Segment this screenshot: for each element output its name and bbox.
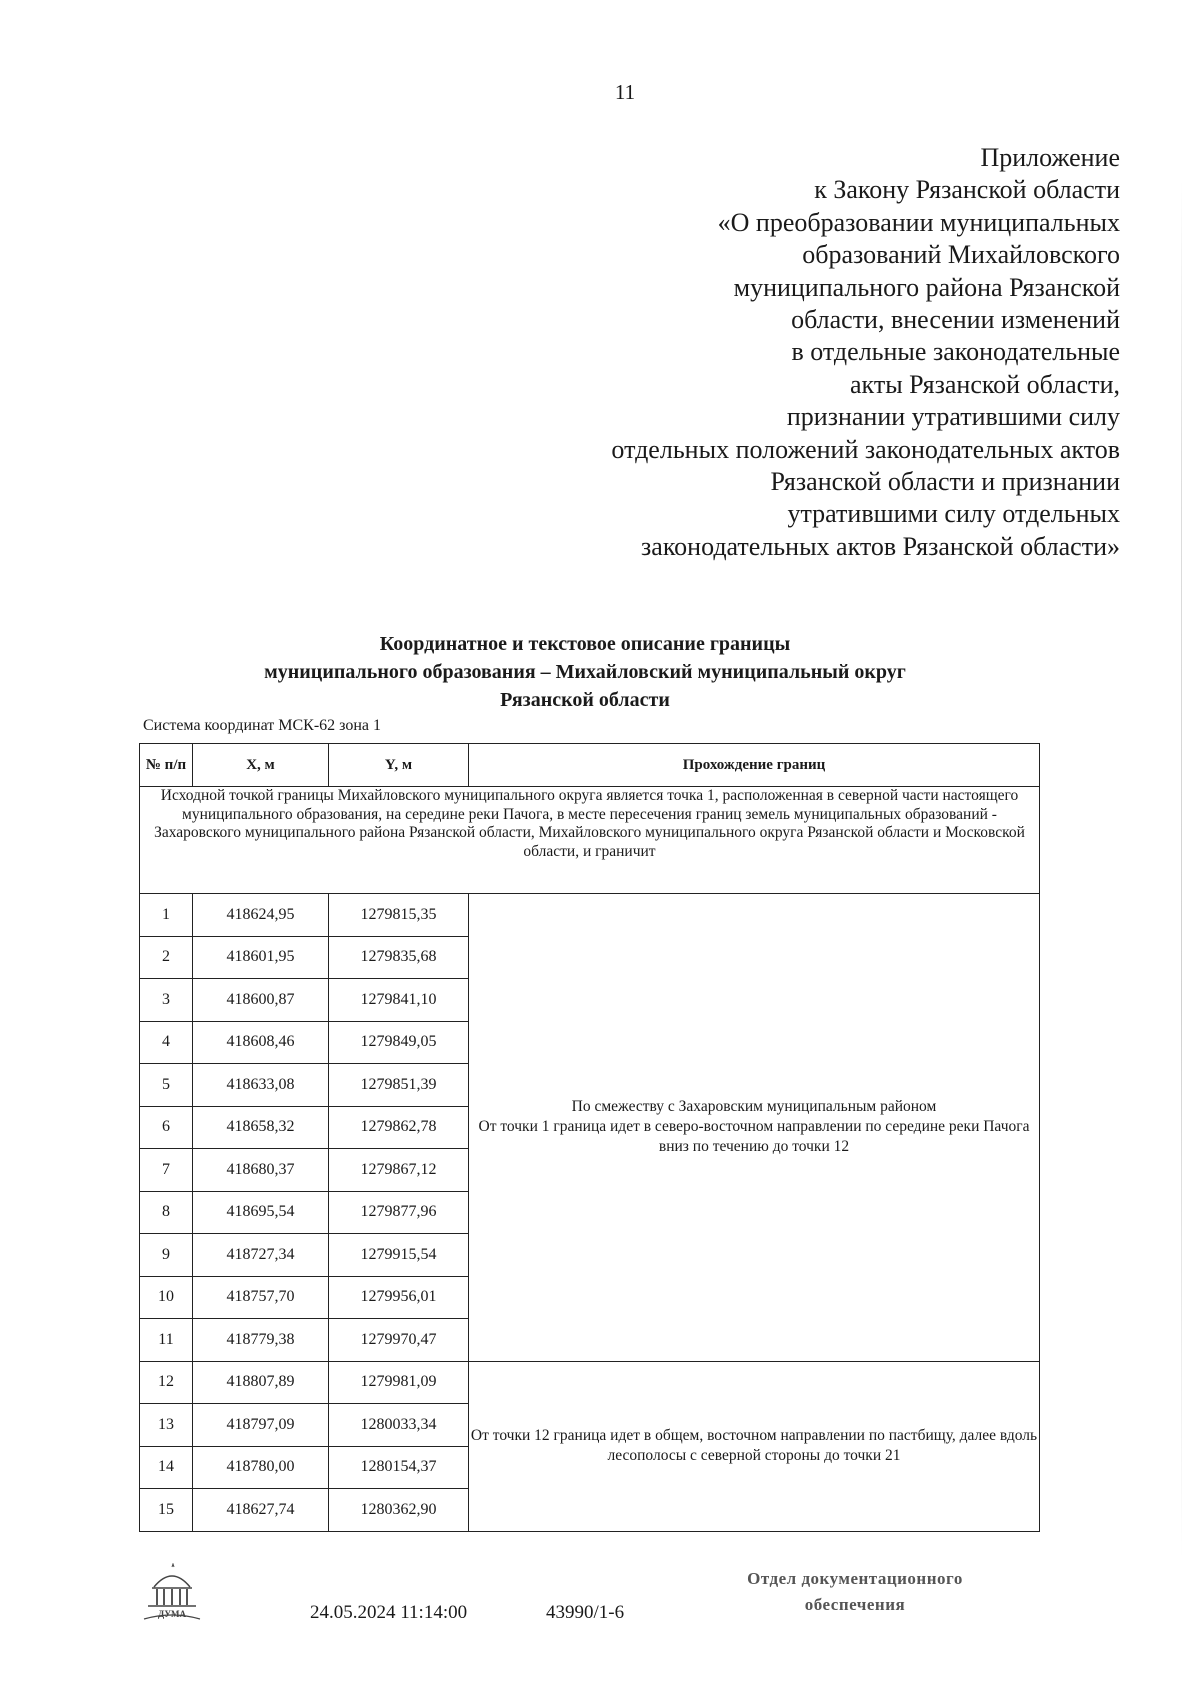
- intro-text: Исходной точкой границы Михайловского муниципального округа является точка 1, расположенная в северной части настоящего муниципального образования, на середине реки Пачога, в месте пересечения границ земель муниципальных образований - Захаровского муниципального района Рязанской области, Михайловского муниципального округа Рязанской области и Московской области, и граничит: [140, 787, 1040, 894]
- passage-line: По смежеству с Захаровским муниципальным районом: [571, 1098, 937, 1116]
- table-row: [140, 894, 1040, 937]
- cell-x: 418658,32: [193, 1106, 329, 1149]
- footer-doc-number: 43990/1-6: [546, 1602, 625, 1623]
- cell-y: 1279815,35: [329, 894, 469, 937]
- cell-num: 10: [140, 1276, 193, 1319]
- cell-y: 1279841,10: [329, 979, 469, 1022]
- cell-y: 1279970,47: [329, 1319, 469, 1362]
- appendix-line: утратившими силу отдельных: [787, 499, 1120, 529]
- cell-y: 1279915,54: [329, 1234, 469, 1277]
- cell-x: 418600,87: [193, 979, 329, 1022]
- cell-num: 7: [140, 1149, 193, 1192]
- duma-logo: [140, 1563, 204, 1626]
- cell-x: 418757,70: [193, 1276, 329, 1319]
- title-line: муниципального образования – Михайловский муниципальный округ: [264, 661, 906, 683]
- header-passage: Прохождение границ: [469, 744, 1040, 787]
- cell-x: 418601,95: [193, 936, 329, 979]
- cell-x: 418624,95: [193, 894, 329, 937]
- cell-y: 1279867,12: [329, 1149, 469, 1192]
- cell-num: 2: [140, 936, 193, 979]
- cell-num: 9: [140, 1234, 193, 1277]
- department-stamp: [690, 1566, 1020, 1618]
- document-title: [170, 630, 1000, 714]
- cell-x: 418797,09: [193, 1404, 329, 1447]
- cell-x: 418633,08: [193, 1064, 329, 1107]
- appendix-line: Рязанской области и признании: [770, 467, 1120, 497]
- cell-y: 1280154,37: [329, 1446, 469, 1489]
- cell-x: 418608,46: [193, 1021, 329, 1064]
- cell-y: 1279835,68: [329, 936, 469, 979]
- cell-y: 1279956,01: [329, 1276, 469, 1319]
- cell-num: 6: [140, 1106, 193, 1149]
- cell-y: 1280033,34: [329, 1404, 469, 1447]
- title-line: Рязанской области: [500, 689, 670, 711]
- appendix-line: области, внесении изменений: [791, 305, 1120, 335]
- appendix-line: акты Рязанской области,: [850, 369, 1120, 399]
- table-header-row: [140, 744, 1040, 787]
- cell-x: 418779,38: [193, 1319, 329, 1362]
- header-num: № п/п: [140, 744, 193, 787]
- cell-num: 5: [140, 1064, 193, 1107]
- passage-line: От точки 1 граница идет в северо-восточном направлении по середине реки Пачога вниз по течению до точки 12: [478, 1118, 1030, 1156]
- appendix-line: признании утратившими силу: [786, 402, 1120, 432]
- cell-num: 1: [140, 894, 193, 937]
- cell-y: 1279981,09: [329, 1361, 469, 1404]
- table-row: [140, 1361, 1040, 1404]
- cell-y: 1279877,96: [329, 1191, 469, 1234]
- appendix-line: Приложение: [980, 143, 1120, 172]
- cell-x: 418680,37: [193, 1149, 329, 1192]
- header-x: X, м: [193, 744, 329, 787]
- cell-x: 418807,89: [193, 1361, 329, 1404]
- page-number: 11: [614, 80, 636, 104]
- appendix-line: в отдельные законодательные: [791, 337, 1120, 367]
- cell-num: 14: [140, 1446, 193, 1489]
- cell-num: 8: [140, 1191, 193, 1234]
- appendix-line: муниципального района Рязанской: [733, 272, 1120, 302]
- appendix-line: «О преобразовании муниципальных: [717, 207, 1120, 237]
- passage-description-1: [469, 894, 1040, 1362]
- cell-num: 3: [140, 979, 193, 1022]
- footer-datetime: 24.05.2024 11:14:00: [310, 1602, 468, 1623]
- cell-num: 13: [140, 1404, 193, 1447]
- cell-x: 418780,00: [193, 1446, 329, 1489]
- cell-y: 1279862,78: [329, 1106, 469, 1149]
- cell-num: 11: [140, 1319, 193, 1362]
- appendix-header: [400, 142, 1120, 563]
- cell-y: 1279851,39: [329, 1064, 469, 1107]
- cell-y: 1280362,90: [329, 1489, 469, 1532]
- intro-row: [140, 787, 1040, 894]
- stamp-line: Отдел документационного: [747, 1569, 963, 1588]
- cell-x: 418695,54: [193, 1191, 329, 1234]
- cell-y: 1279849,05: [329, 1021, 469, 1064]
- header-y: Y, м: [329, 744, 469, 787]
- title-line: Координатное и текстовое описание границы: [379, 633, 791, 655]
- passage-description-2: От точки 12 граница идет в общем, восточном направлении по пастбищу, далее вдоль лесополосы с северной стороны до точки 21: [469, 1361, 1040, 1531]
- appendix-line: образований Михайловского: [802, 240, 1120, 270]
- coordinate-system-label: Система координат МСК-62 зона 1: [143, 717, 382, 734]
- cell-x: 418727,34: [193, 1234, 329, 1277]
- duma-building-icon: [140, 1563, 204, 1621]
- cell-num: 4: [140, 1021, 193, 1064]
- logo-text: ДУМА: [158, 1609, 186, 1619]
- coordinates-table: [139, 743, 1040, 1532]
- appendix-line: отдельных положений законодательных актов: [611, 434, 1120, 464]
- cell-x: 418627,74: [193, 1489, 329, 1532]
- cell-num: 15: [140, 1489, 193, 1532]
- cell-num: 12: [140, 1361, 193, 1404]
- scan-edge-line: [1181, 180, 1182, 1560]
- appendix-line: к Закону Рязанской области: [814, 175, 1120, 205]
- appendix-line: законодательных актов Рязанской области»: [641, 531, 1120, 561]
- stamp-line: обеспечения: [804, 1595, 906, 1614]
